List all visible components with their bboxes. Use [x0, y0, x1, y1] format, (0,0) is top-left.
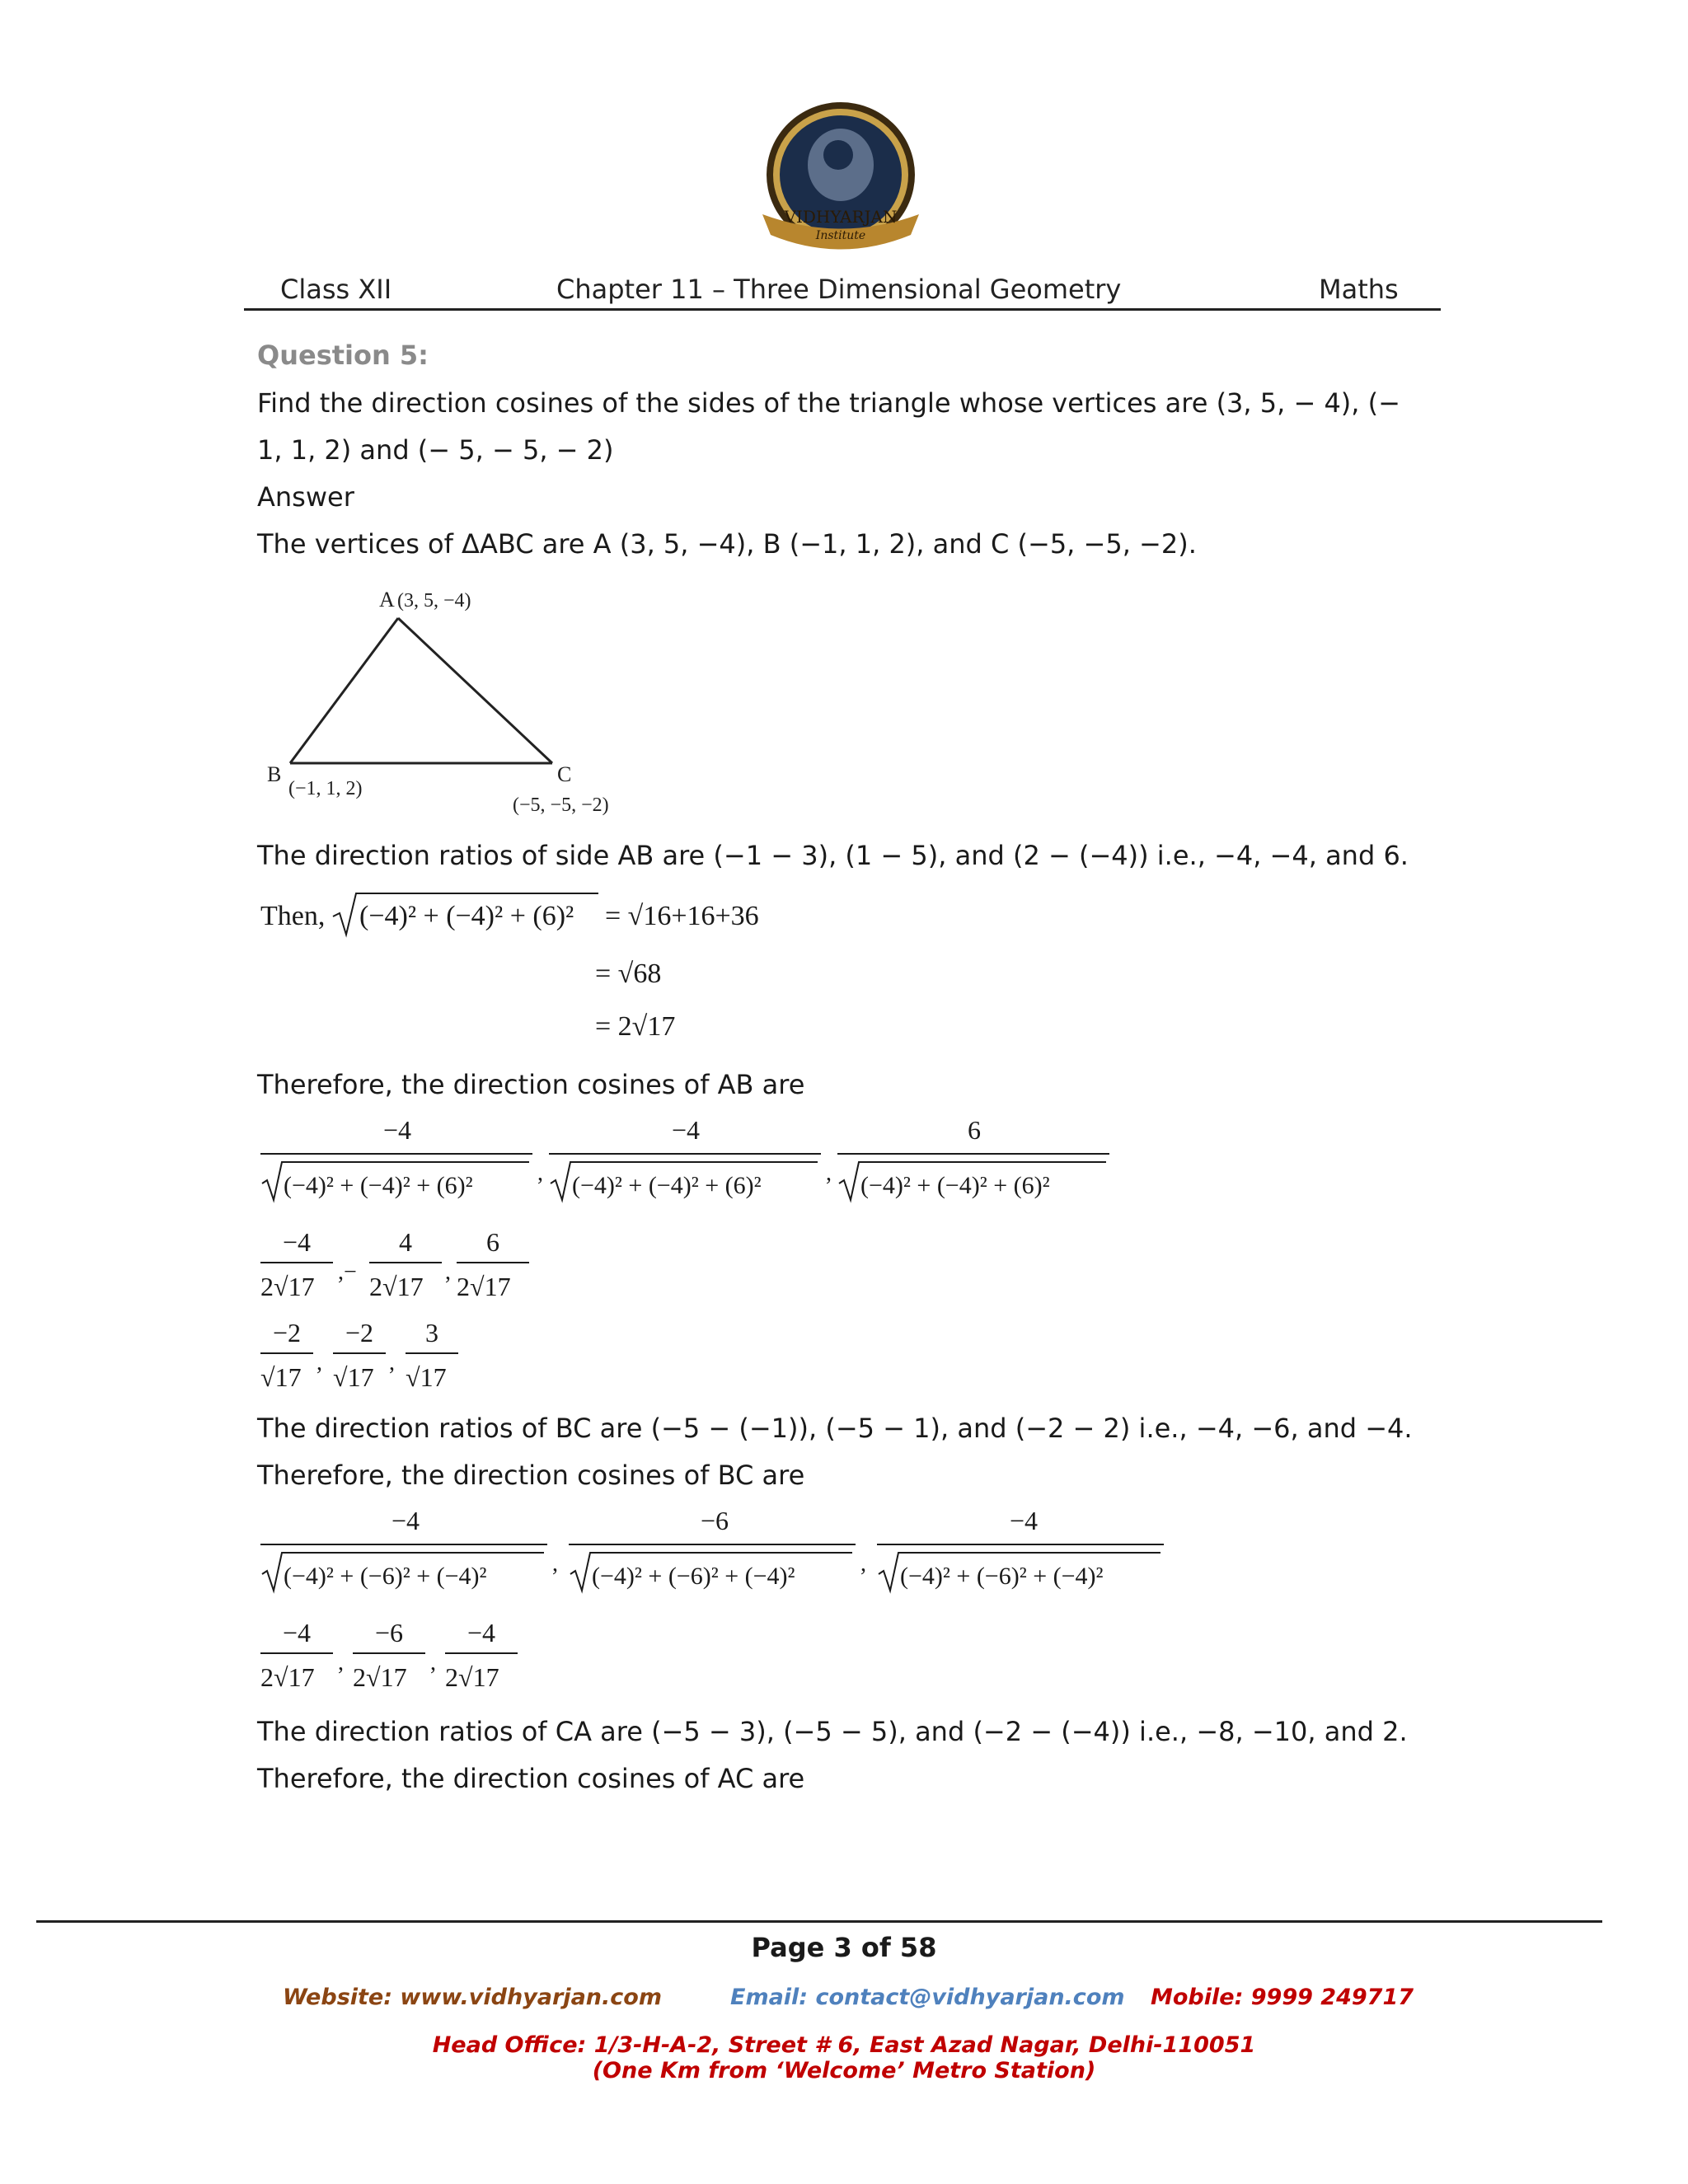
comma: ,	[860, 1551, 866, 1577]
equals-2: = √68	[595, 958, 662, 989]
ab-cosines-fractions	[257, 1114, 1123, 1399]
ab-final-den-2: √17	[333, 1362, 374, 1392]
bc-den-2: (−4)² + (−6)² + (−4)²	[592, 1563, 795, 1590]
bc-cosines-fractions	[257, 1505, 1180, 1703]
footer-address: Head Office: 1/3-H-A-2, Street # 6, East Azad Nagar, Delhi-110051	[432, 2032, 1256, 2058]
ab-final-den-1: √17	[260, 1362, 302, 1392]
header-subject: Maths	[1319, 274, 1399, 305]
ab-final-num-3: 3	[425, 1318, 438, 1347]
comma: ,	[316, 1350, 322, 1376]
then-label: Then,	[260, 901, 326, 931]
bc-simp-num-3: −4	[467, 1618, 496, 1647]
comma: ,−	[338, 1259, 357, 1285]
side-ac	[398, 618, 552, 763]
equals-1: = √16+16+36	[605, 901, 759, 931]
ab-magnitude-calc	[257, 887, 834, 1060]
ab-final-den-3: √17	[406, 1362, 447, 1392]
bc-den-3: (−4)² + (−6)² + (−4)²	[900, 1563, 1104, 1590]
radicand-1: (−4)² + (−4)² + (6)²	[359, 901, 574, 931]
comma: ,	[389, 1350, 395, 1376]
ab-num-3: 6	[968, 1115, 981, 1145]
page-number: Page 3 of 58	[751, 1932, 937, 1963]
bc-cos-text: Therefore, the direction cosines of BC are	[257, 1460, 805, 1491]
bc-num-3: −4	[1009, 1506, 1039, 1535]
footer-mobile: Mobile: 9999 249717	[1151, 1985, 1414, 2010]
ca-ratios-text: The direction ratios of CA are (−5 − 3), (−5 − 5), and (−2 − (−4)) i.e., −8, −10, and 2.	[257, 1716, 1408, 1747]
question-line-2: 1, 1, 2) and (− 5, − 5, − 2)	[257, 434, 614, 466]
ac-cos-text: Therefore, the direction cosines of AC are	[257, 1763, 805, 1794]
header-class: Class XII	[280, 274, 392, 305]
ab-ratios-text: The direction ratios of side AB are (−1 − 3), (1 − 5), and (2 − (−4)) i.e., −4, −4, and 6.	[257, 840, 1409, 871]
ab-den-2: (−4)² + (−4)² + (6)²	[572, 1172, 762, 1199]
bc-num-1: −4	[391, 1506, 420, 1535]
comma: ,	[445, 1259, 451, 1285]
ab-final-num-1: −2	[272, 1318, 302, 1347]
equals-3: = 2√17	[595, 1011, 676, 1042]
bc-num-2: −6	[700, 1506, 729, 1535]
vertex-b-coord: (−1, 1, 2)	[288, 778, 363, 799]
footer-rule	[36, 1920, 1602, 1923]
side-ab	[290, 618, 398, 763]
ab-simp-den-2: 2√17	[369, 1272, 424, 1301]
bc-den-1: (−4)² + (−6)² + (−4)²	[284, 1563, 487, 1590]
logo-subtext: Institute	[815, 229, 866, 242]
footer-address-note: (One Km from ‘Welcome’ Metro Station)	[592, 2058, 1096, 2083]
vertex-c-coord: (−5, −5, −2)	[513, 794, 609, 816]
ab-num-1: −4	[382, 1115, 412, 1145]
bc-simp-num-1: −4	[282, 1618, 312, 1647]
answer-label: Answer	[257, 481, 354, 513]
vertex-c-label: C	[557, 762, 572, 786]
vertices-text: The vertices of ΔABC are A (3, 5, −4), B (−1, 1, 2), and C (−5, −5, −2).	[257, 528, 1197, 560]
ab-simp-den-1: 2√17	[260, 1272, 315, 1301]
vertex-a-coord: (3, 5, −4)	[397, 590, 471, 612]
logo-text: VIDHYARJAN	[784, 207, 898, 227]
question-label: Question 5:	[257, 340, 429, 371]
header-chapter: Chapter 11 – Three Dimensional Geometry	[556, 274, 1122, 305]
bc-simp-den-1: 2√17	[260, 1662, 315, 1692]
ab-final-num-2: −2	[345, 1318, 374, 1347]
vertex-b-label: B	[267, 762, 282, 786]
ab-num-2: −4	[671, 1115, 701, 1145]
bc-simp-den-3: 2√17	[445, 1662, 499, 1692]
question-line-1: Find the direction cosines of the sides of the triangle whose vertices are (3, 5, − 4), (−	[257, 387, 1400, 419]
bc-simp-den-2: 2√17	[353, 1662, 407, 1692]
ab-simp-num-1: −4	[282, 1227, 312, 1257]
ab-den-1: (−4)² + (−4)² + (6)²	[284, 1172, 473, 1199]
footer-email[interactable]: Email: contact@vidhyarjan.com	[730, 1985, 1125, 2010]
bc-simp-num-2: −6	[374, 1618, 404, 1647]
comma: ,	[826, 1160, 832, 1186]
comma: ,	[537, 1160, 543, 1186]
triangle-diagram	[256, 587, 643, 826]
comma: ,	[430, 1650, 436, 1675]
vertex-a-label: A	[379, 588, 395, 612]
header-rule	[244, 308, 1441, 311]
ab-simp-num-3: 6	[486, 1227, 499, 1257]
comma: ,	[338, 1650, 344, 1675]
ab-den-3: (−4)² + (−4)² + (6)²	[860, 1172, 1050, 1199]
institute-logo	[754, 99, 927, 272]
footer-website[interactable]: Website: www.vidhyarjan.com	[283, 1985, 662, 2010]
bc-ratios-text: The direction ratios of BC are (−5 − (−1)), (−5 − 1), and (−2 − 2) i.e., −4, −6, and −4.	[257, 1413, 1413, 1444]
ab-cos-text: Therefore, the direction cosines of AB are	[257, 1069, 805, 1100]
comma: ,	[552, 1551, 558, 1577]
ab-simp-den-3: 2√17	[457, 1272, 511, 1301]
ab-simp-num-2: 4	[399, 1227, 412, 1257]
